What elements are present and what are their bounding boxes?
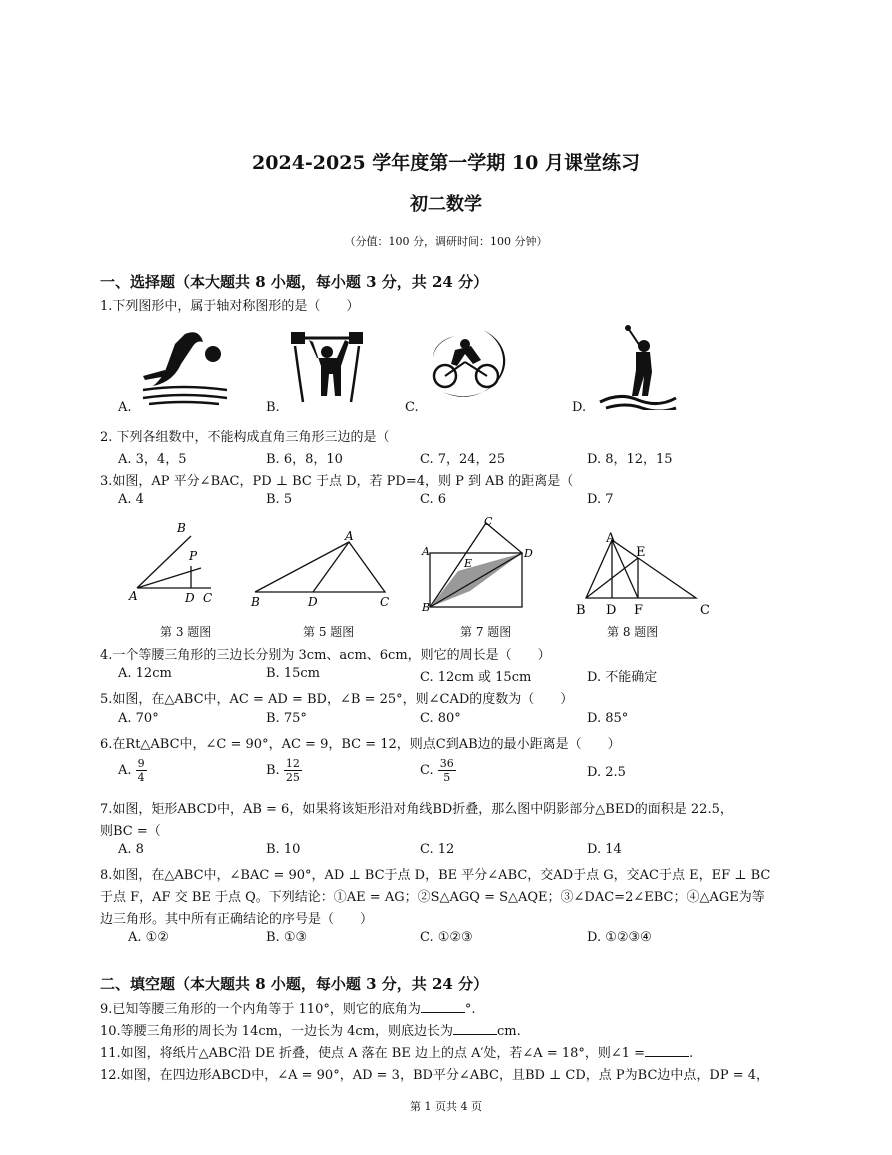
question-1: 1.下列图形中，属于轴对称图形的是（ ） [100,299,360,314]
q3-option-d: D. 7 [587,492,614,507]
fig7-label-c-prime: C [484,515,493,528]
q6-option-a-label: A. [118,763,132,778]
question-11-suffix: . [689,1046,694,1061]
q6-option-c-label: C. [420,763,434,778]
caption-fig-5: 第 5 题图 [303,625,355,639]
question-3: 3.如图，AP 平分∠BAC，PD ⊥ BC 于点 D，若 PD=4，则 P 到 AB 的距离是（ [100,474,574,489]
fig5-label-c: C [380,595,390,609]
fig8-label-f: F [634,603,644,618]
q2-option-b: B. 6，8，10 [266,452,343,467]
q5-option-d: D. 85° [587,711,629,726]
q1-option-c: C. [405,400,419,415]
page-subtitle: 初二数学 [410,194,482,215]
page-footer: 第 1 页共 4 页 [410,1100,482,1113]
section-heading-fill: 二、填空题（本大题共 8 小题，每小题 3 分，共 24 分） [100,975,489,993]
q6-option-a-fraction [136,757,147,784]
question-7-line-1: 7.如图，矩形ABCD中，AB = 6，如果将该矩形沿对角线BD折叠，那么图中阴影部分△BED的面积是 22.5， [100,802,733,817]
q5-option-c: C. 80° [420,711,461,726]
question-9 [100,998,476,1017]
cyclist-figure-image [425,326,525,406]
figure-q3 [125,518,225,608]
q7-option-b: B. 10 [266,842,301,857]
q6-option-c-fraction [438,757,456,784]
fig7-label-e: E [464,557,473,570]
fig3-label-b: B [177,521,186,535]
q1-option-b: B. [266,400,280,415]
q6-option-a [118,757,147,784]
fig7-label-d: D [524,547,533,560]
question-10-suffix: cm. [496,1024,521,1039]
fig7-label-b: B [422,601,431,614]
q6-option-b [266,757,302,784]
caption-fig-8: 第 8 题图 [607,625,659,639]
question-5: 5.如图，在△ABC中，AC = AD = BD，∠B = 25°，则∠CAD的度数为（ ） [100,692,574,707]
figure-q5 [245,530,395,610]
fig3-label-d: D [185,591,195,605]
q4-option-a: A. 12cm [118,666,172,681]
weightlifter-figure-image [287,326,367,406]
fig8-label-a: A [606,531,616,546]
question-9-text: 9.已知等腰三角形的一个内角等于 110°，则它的底角为 [100,1002,421,1017]
q6-b-numerator: 12 [285,757,300,770]
fig8-label-d: D [606,603,617,618]
fig5-label-d: D [308,595,318,609]
section-heading-choice: 一、选择题（本大题共 8 小题，每小题 3 分，共 24 分） [100,273,489,291]
q7-option-d: D. 14 [587,842,622,857]
question-4: 4.一个等腰三角形的三边长分别为 3cm、acm、6cm，则它的周长是（ ） [100,648,551,663]
question-9-suffix: °. [464,1002,476,1017]
q3-option-a: A. 4 [118,492,144,507]
q5-option-b: B. 75° [266,711,307,726]
q6-a-denominator: 4 [137,771,145,784]
q6-option-b-label: B. [266,763,280,778]
question-8-line-2: 于点 F，AF 交 BE 于点 Q。下列结论：①AE = AG；②S△AGQ = S△AQE；③∠DAC=2∠EBC；④△AGE为等 [100,890,765,905]
figure-q7 [420,515,535,615]
q2-option-a: A. 3，4，5 [118,452,187,467]
q6-option-d: D. 2.5 [587,765,626,780]
question-8-line-3: 边三角形。其中所有正确结论的序号是（ ） [100,912,374,927]
fig7-label-a: A [422,545,430,558]
q2-option-d: D. 8，12，15 [587,452,673,467]
caption-fig-7: 第 7 题图 [460,625,512,639]
question-6: 6.在Rt△ABC中，∠C = 90°，AC = 9，BC = 12，则点C到AB边的最小距离是（ ） [100,737,621,752]
question-8-line-1: 8.如图，在△ABC中，∠BAC = 90°，AD ⊥ BC于点 D，BE 平分∠ABC，交AD于点 G，交AC于点 E，EF ⊥ BC [100,868,771,883]
question-11 [100,1042,693,1061]
q2-option-c: C. 7，24，25 [420,452,506,467]
fig3-label-p: P [189,549,198,563]
question-10-text: 10.等腰三角形的周长为 14cm，一边长为 4cm，则底边长为 [100,1024,453,1039]
q10-answer-blank[interactable] [453,1034,497,1035]
question-2: 2. 下列各组数中，不能构成直角三角形三边的是（ [100,430,390,445]
q3-option-c: C. 6 [420,492,447,507]
q7-option-a: A. 8 [118,842,144,857]
q8-option-c: C. ①②③ [420,930,473,945]
q6-c-numerator: 36 [439,757,454,770]
q6-b-denominator: 25 [285,771,300,784]
q6-a-numerator: 9 [137,757,145,770]
fig3-label-c: C [203,591,213,605]
q9-answer-blank[interactable] [421,1012,465,1013]
fig8-label-b: B [576,603,586,618]
question-12: 12.如图，在四边形ABCD中，∠A = 90°，AD = 3，BD平分∠ABC，且BD ⊥ CD，点 P为BC边中点，DP = 4， [100,1068,769,1083]
fig8-label-c: C [700,603,710,618]
q3-option-b: B. 5 [266,492,293,507]
q8-option-d: D. ①②③④ [587,930,652,945]
q7-option-c: C. 12 [420,842,455,857]
volleyball-figure-image [135,326,235,406]
q8-option-a: A. ①② [128,930,169,945]
q6-c-denominator: 5 [443,771,451,784]
q6-option-b-fraction [284,757,302,784]
figure-q8 [572,530,717,620]
question-10 [100,1020,521,1039]
page-title: 2024-2025 学年度第一学期 10 月课堂练习 [252,152,640,174]
fig3-label-a: A [129,589,138,603]
fig5-label-a: A [345,530,354,543]
question-7-line-2: 则BC =（ [100,824,161,839]
golfer-figure-image [598,320,678,410]
caption-fig-3: 第 3 题图 [160,625,212,639]
fig8-label-e: E [636,545,646,560]
q4-option-c: C. 12cm 或 15cm [420,670,532,685]
q5-option-a: A. 70° [118,711,159,726]
q8-option-b: B. ①③ [266,930,308,945]
q6-option-c [420,757,456,784]
question-11-text: 11.如图，将纸片△ABC沿 DE 折叠，使点 A 落在 BE 边上的点 A′处，若∠A = 18°，则∠1 = [100,1046,646,1061]
q11-answer-blank[interactable] [645,1056,689,1057]
q1-option-a: A. [118,400,132,415]
q1-option-d: D. [572,400,587,415]
score-time-note: （分值：100 分，调研时间：100 分钟） [344,235,548,248]
q4-option-b: B. 15cm [266,666,320,681]
q4-option-d: D. 不能确定 [587,670,658,685]
fig5-label-b: B [251,595,260,609]
